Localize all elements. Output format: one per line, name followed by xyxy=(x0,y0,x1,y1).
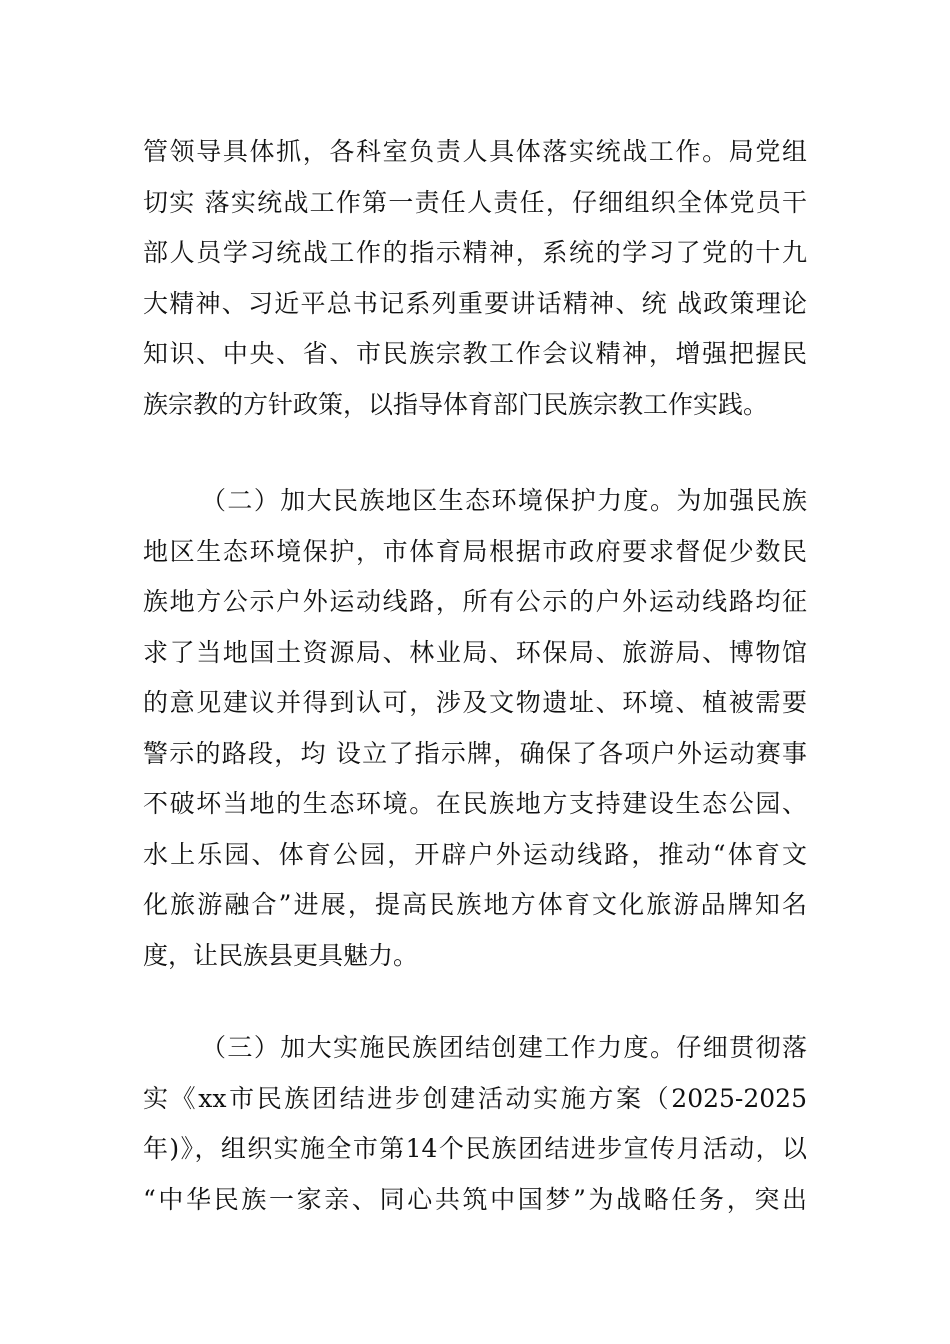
paragraph-united-front-study xyxy=(143,127,807,430)
text-line: 年)》，组织实施全市第14个民族团结进步宣传月活动，以 xyxy=(143,1134,807,1163)
text-line: 不破坏当地的生态环境。在民族地方支持建设生态公园、 xyxy=(143,789,807,818)
text-line: 大精神、习近平总书记系列重要讲话精神、统 战政策理论 xyxy=(143,288,807,318)
paragraph-ethnic-unity xyxy=(143,1023,807,1225)
text-line: （二）加大民族地区生态环境保护力度。为加强民族 xyxy=(201,486,807,515)
text-line: 警示的路段，均 设立了指示牌，确保了各项户外运动赛事 xyxy=(143,738,807,768)
text-line: 族宗教的方针政策，以指导体育部门民族宗教工作实践。 xyxy=(143,389,769,419)
text-line: 实《xx市民族团结进步创建活动实施方案（2025-2025 xyxy=(143,1083,807,1113)
text-line: 知识、中央、省、市民族宗教工作会议精神，增强把握民 xyxy=(143,339,807,368)
text-line: 的意见建议并得到认可，涉及文物遗址、环境、植被需要 xyxy=(143,688,807,717)
text-line: 管领导具体抓，各科室负责人具体落实统战工作。局党组 xyxy=(143,137,807,166)
text-line: 求了当地国土资源局、林业局、环保局、旅游局、博物馆 xyxy=(143,637,807,667)
text-line: （三）加大实施民族团结创建工作力度。仔细贯彻落 xyxy=(201,1033,807,1062)
text-line: 族地方公示户外运动线路，所有公示的户外运动线路均征 xyxy=(143,587,807,616)
paragraph-ecological-protection xyxy=(143,476,807,981)
text-line: “中华民族一家亲、同心共筑中国梦”为战略任务，突出 xyxy=(143,1184,807,1214)
text-line: 部人员学习统战工作的指示精神，系统的学习了党的十九 xyxy=(143,238,807,267)
text-line: 切实 落实统战工作第一责任人责任，仔细组织全体党员干 xyxy=(143,187,807,217)
text-line: 度，让民族县更具魅力。 xyxy=(143,940,419,970)
text-line: 水上乐园、体育公园，开辟户外运动线路，推动“体育文 xyxy=(143,839,807,869)
text-line: 地区生态环境保护，市体育局根据市政府要求督促少数民 xyxy=(143,536,807,566)
text-line: 化旅游融合”进展，提高民族地方体育文化旅游品牌知名 xyxy=(143,890,807,919)
